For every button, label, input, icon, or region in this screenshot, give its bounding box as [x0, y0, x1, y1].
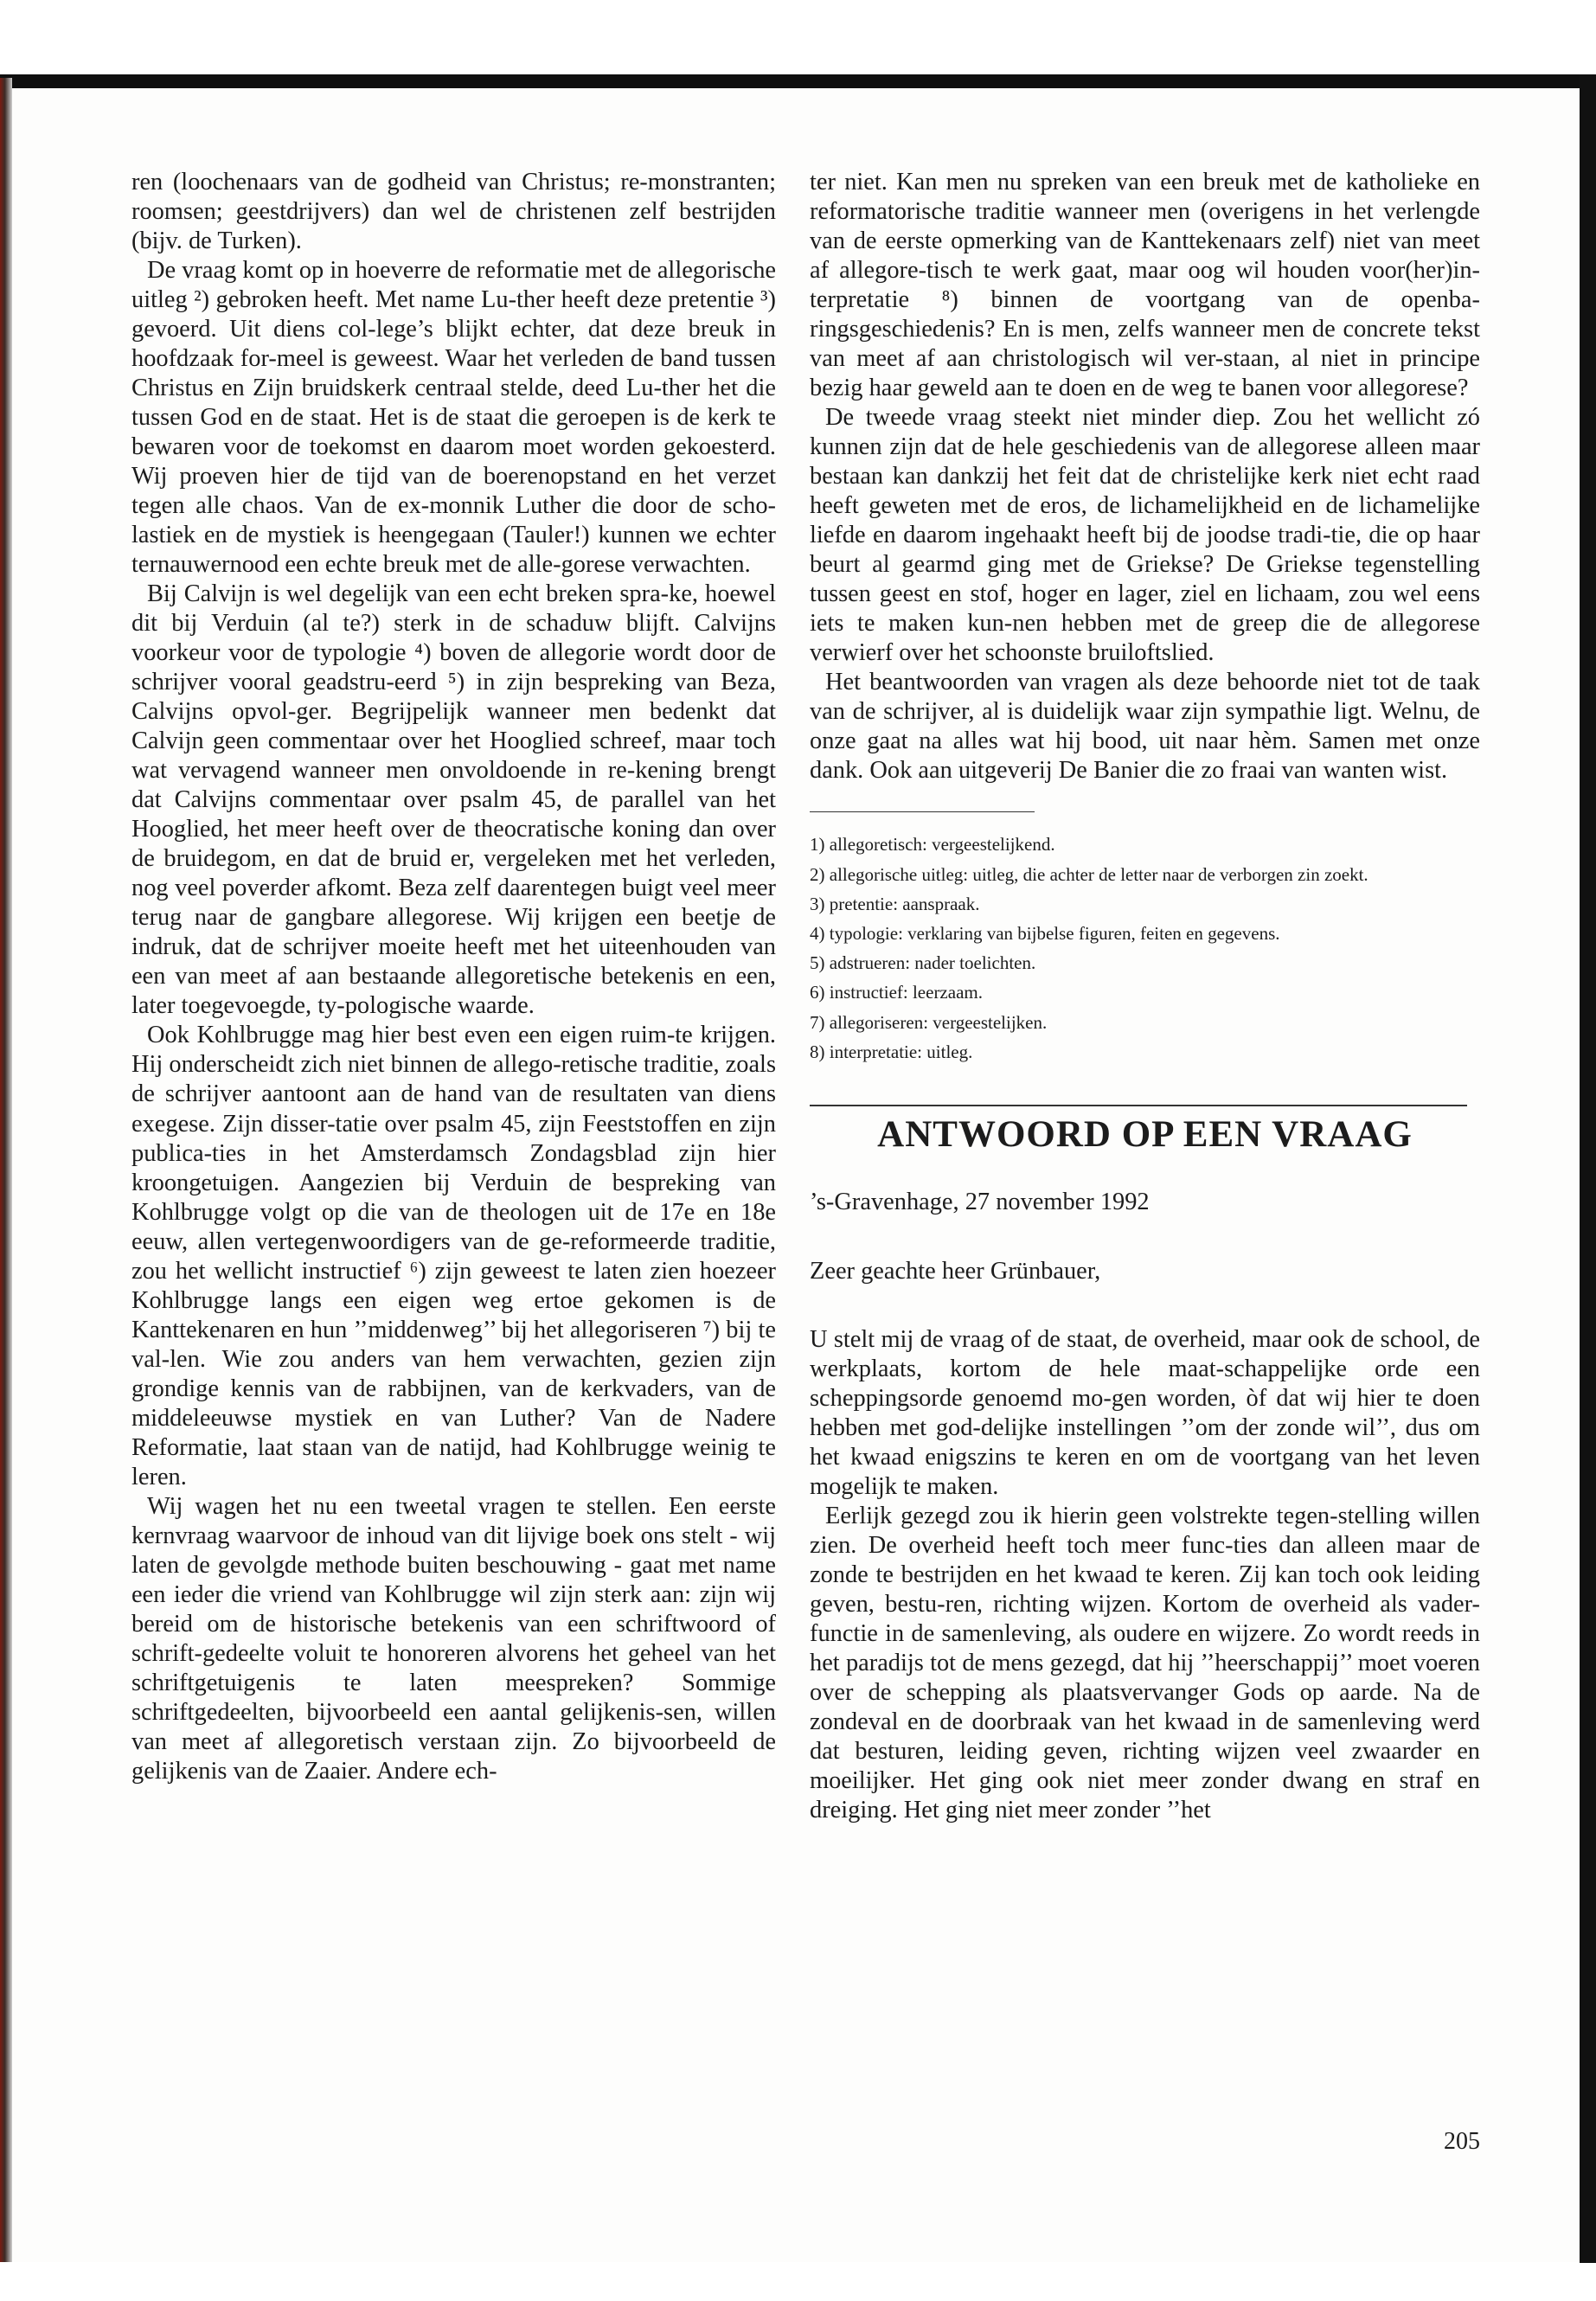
left-paragraph-1: ren (loochenaars van de godheid van Christus; re-monstranten; roomsen; geestdrijvers) dan wel de christenen zelf bestrijden (bijv. de Turken).: [131, 169, 776, 255]
footnote-5: 5) adstrueren: nader toelichten.: [810, 952, 1036, 974]
right-paragraph-3: Het beantwoorden van vragen als deze behoorde niet tot de taak van de schrijver, al is duidelijk waar zijn sympathie ligt. Welnu, de onze gaat na alles wat hij bood, uit naar hèm. Samen met onze dank. Ook aan uitgeverij De Banier die zo fraai van wanten wist.: [810, 669, 1480, 785]
article-dateline: ’s-Gravenhage, 27 november 1992: [810, 1189, 1150, 1216]
footnote-6: 6) instructief: leerzaam.: [810, 982, 983, 1003]
scan-border-left: [0, 78, 12, 2262]
article-headline: ANTWOORD OP EEN VRAAG: [877, 1114, 1413, 1156]
footnote-8: 8) interpretatie: uitleg.: [810, 1041, 973, 1062]
right-column: [810, 168, 1480, 1825]
right-paragraph-1: ter niet. Kan men nu spreken van een breuk met de katholieke en reformatorische traditie wanneer men (overigens in het verlengde van de eerste opmerking van de Kanttekenaars zelf) niet van meet af allegore-tisch te werk gaat, maar oog wil houden voor(her)in-terpretatie ⁸) binnen de voortgang van de openba-ringsgeschiedenis? En is men, zelfs wanneer men de concrete tekst van meet af aan christologisch wil ver-staan, al niet in principe bezig haar geweld aan te doen en de weg te banen voor allegorese?: [810, 169, 1480, 402]
left-paragraph-4: Ook Kohlbrugge mag hier best even een eigen ruim-te krijgen. Hij onderscheidt zich niet binnen de allego-retische traditie, zoals de schrijver aantoont aan de hand van de resultaten van diens exegese. Zijn disser-tatie over psalm 45, zijn Feeststoffen en zijn publica-ties in het Amsterdamsch Zondagsblad zijn hier kroongetuigen. Aangezien bij Verduin de bespreking van Kohlbrugge volgt op die van de theologen uit de 17e en 18e eeuw, allen vertegenwoordigers van de ge-reformeerde traditie, zou het wellicht instructief ⁶) zijn geweest te laten zien hoezeer Kohlbrugge langs een eigen weg ertoe gekomen is de Kanttekenaren en hun ’’middenweg’’ bij het allegoriseren ⁷) bij te val-len. Wie zou anders van hem verwachten, gezien zijn grondige kennis van de rabbijnen, van de kerkvaders, van de middeleeuwse mystiek en van Luther? Van de Nadere Reformatie, laat staan van de natijd, had Kohlbrugge weinig te leren.: [131, 1022, 776, 1490]
left-paragraph-5: Wij wagen het nu een tweetal vragen te stellen. Een eerste kernvraag waarvoor de inhoud van dit lijvige boek ons stelt - wij laten de gevolgde methode buiten beschouwing - gaat met name een ieder die vriend van Kohlbrugge wil zijn sterk aan: zijn wij bereid om de historische betekenis van een schriftwoord of schrift-gedeelte voluit te honoreren alvorens het geheel van het schriftgetuigenis te laten meespreken? Sommige schriftgedeelten, bijvoorbeeld een aantal gelijkenis-sen, willen van meet af allegoretisch verstaan zijn. Zo bijvoorbeeld de gelijkenis van de Zaaier. Andere ech-: [131, 1492, 776, 1785]
right-paragraph-2: De tweede vraag steekt niet minder diep. Zou het wellicht zó kunnen zijn dat de hele geschiedenis van de allegorese alleen maar bestaan kan dankzij het feit dat de christelijke kerk niet echt raad heeft geweten met de eros, de lichamelijkheid en de lichamelijke liefde en daarom ingehaakt heeft bij de joodse tradi-tie, die op haar beurt al gearmd ging met de Griekse? De Griekse tegenstelling tussen geest en stof, hoger en lager, ziel en lichaam, zou wel eens iets te maken kun-nen hebben met de greep die de allegorese verwierf over het schoonste bruiloftslied.: [810, 404, 1480, 667]
left-paragraph-3: Bij Calvijn is wel degelijk van een echt breken spra-ke, hoewel dit bij Verduin (al te?) sterk in de schaduw blijft. Calvijns voorkeur voor de typologie ⁴) boven de allegorie wordt door de schrijver vooral geadstru-eerd ⁵) in zijn bespreking van Beza, Calvijns opvol-ger. Begrijpelijk wanneer men bedenkt dat Calvijn geen commentaar over het Hooglied schreef, maar toch wat vervagend wanneer men onvoldoende in re-kening brengt dat Calvijns commentaar over psalm 45, de parallel van het Hooglied, het meer heeft over de theocratische koning dan over de bruidegom, en dat de bruid er, vergeleken met het verleden, nog veel poverder afkomt. Beza zelf daarentegen buigt veel meer terug naar de gangbare allegorese. Wij krijgen een beetje de indruk, dat de schrijver moeite heeft met het uiteenhouden van een van meet af aan bestaande allegoretische betekenis en een, later toegevoegde, ty-pologische waarde.: [131, 580, 776, 1020]
footnote-2: 2) allegorische uitleg: uitleg, die achter de letter naar de verborgen zin zoekt.: [810, 863, 1368, 885]
letter-salutation: Zeer geachte heer Grünbauer,: [810, 1258, 1101, 1285]
page-number: 205: [1444, 2128, 1480, 2155]
left-column: [131, 168, 776, 1786]
scan-border-right: [1580, 74, 1596, 2263]
footnote-7: 7) allegoriseren: vergeestelijken.: [810, 1011, 1048, 1033]
footnotes: [810, 830, 1480, 1067]
left-paragraph-2: De vraag komt op in hoeverre de reformatie met de allegorische uitleg ²) gebroken heeft. Met name Lu-ther heeft deze pretentie ³) gevoerd. Uit diens col-lege’s blijkt echter, dat deze breuk in hoofdzaak for-meel is geweest. Waar het verleden de band tussen Christus en Zijn bruidskerk centraal stelde, deed Lu-ther het die tussen God en de staat. Het is de staat die geroepen is de kerk te bewaren voor de toekomst en daarom moet worden gekoesterd. Wij proeven hier de tijd van de boerenopstand en het verzet tegen alle chaos. Van de ex-monnik Luther die door de scho-lastiek en de mystiek is heengegaan (Tauler!) kunnen we echter ternauwernood een echte breuk met de alle-gorese verwachten.: [131, 257, 776, 579]
letter-paragraph-1: U stelt mij de vraag of de staat, de overheid, maar ook de school, de werkplaats, kortom de hele maat-schappelijke orde een scheppingsorde genoemd mo-gen worden, òf dat wij hier te doen hebben met god-delijke instellingen ’’om der zonde wil’’, dus om het kwaad enigszins te keren en om de voortgang van het leven mogelijk te maken.: [810, 1326, 1480, 1501]
footnote-4: 4) typologie: verklaring van bijbelse figuren, feiten en gegevens.: [810, 922, 1280, 944]
footnote-rule: [810, 811, 1035, 812]
footnote-3: 3) pretentie: aanspraak.: [810, 893, 980, 914]
review-continuation: [810, 168, 1480, 785]
letter-body: [810, 1325, 1480, 1825]
letter-paragraph-2: Eerlijk gezegd zou ik hierin geen volstrekte tegen-stelling willen zien. De overheid heeft toch meer func-ties dan alleen maar de zonde te bestrijden en het kwaad te keren. Zij kan toch ook leiding geven, bestu-ren, richting wijzen. Kortom de overheid als vader-functie in de samenleving, als oudere en wijzere. Zo wordt reeds in het paradijs tot de mens gezegd, dat hij ’’heerschappij’’ moet voeren over de schepping als plaatsvervanger Gods op aarde. Na de zondeval en de doorbraak van het kwaad in de samenleving werd dat besturen, leiding geven, richting wijzen veel zwaarder en moeilijker. Het ging ook niet meer zonder dwang en straf en dreiging. Het ging niet meer zonder ’’het: [810, 1503, 1480, 1824]
scan-border-top: [0, 74, 1596, 88]
footnote-1: 1) allegoretisch: vergeestelijkend.: [810, 834, 1055, 856]
article-separator: [810, 1105, 1467, 1106]
page-sheet: [12, 88, 1580, 2262]
